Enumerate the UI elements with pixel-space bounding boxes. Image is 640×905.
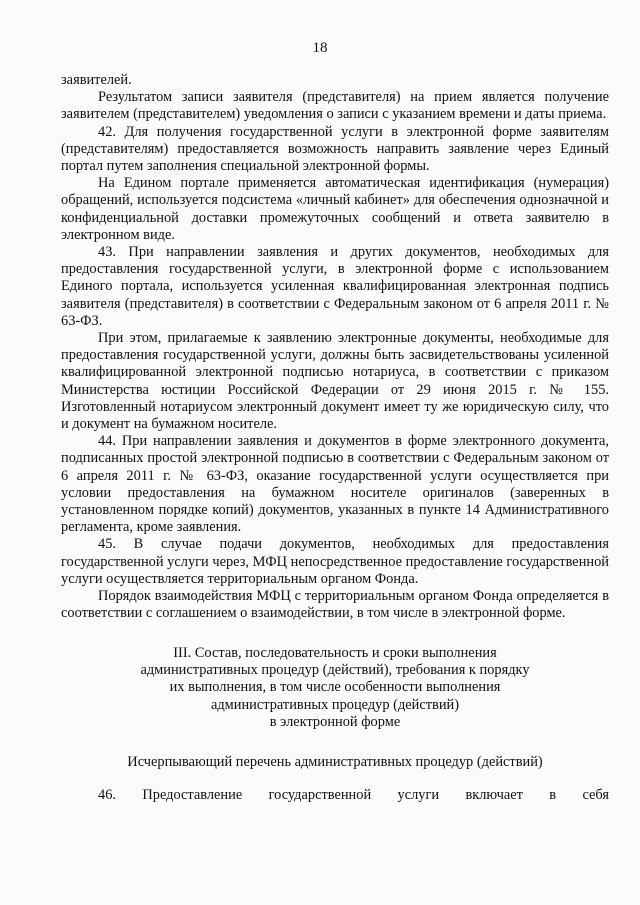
last-line-word: Предоставление xyxy=(142,786,243,803)
section-heading-line: административных процедур (действий), требования к порядку xyxy=(140,661,530,678)
paragraph-notary-signature: При этом, прилагаемые к заявлению электронные документы, необходимые для предоставления государственной услуги, должны быть засвидетельствованы усиленной квалифицированной электронной подписью нотариуса, в соответствии с приказом Министерства юстиции Российской Федерации от 29 июня 2015 г. № 155. Изготовленный нотариусом электронный документ имеет ту же юридическую силу, что и документ на бумажном носителе. xyxy=(61,330,609,433)
last-line-word: включает xyxy=(465,786,523,803)
paragraph-43: 43. При направлении заявления и других документов, необходимых для предоставления государственной услуги, в электронной форме с использованием Единого портала, используется усиленная квалифицированная электронная подпись заявителя (представителя) в соответствии с Федеральным законом от 6 апреля 2011 г. № 63-ФЗ. xyxy=(61,244,609,329)
paragraph-appointment-result: Результатом записи заявителя (представителя) на прием является получение заявителем (представителем) уведомления о записи с указанием времени и даты приема. xyxy=(61,89,609,123)
page-number: 18 xyxy=(312,40,328,56)
paragraph-continuation: заявителей. xyxy=(61,72,132,88)
paragraph-42: 42. Для получения государственной услуги в электронной форме заявителям (представителям) предоставляется возможность направить заявление через Единый портал путем заполнения специальной электронной формы. xyxy=(61,123,609,175)
subsection-heading: Исчерпывающий перечень административных процедур (действий) xyxy=(127,753,543,770)
last-line-word: услуги xyxy=(397,786,440,803)
last-line-word: государственной xyxy=(268,786,372,803)
last-line-word: 46. xyxy=(98,786,116,803)
document-body xyxy=(61,72,609,804)
paragraph-mfc-interaction: Порядок взаимодействия МФЦ с территориальным органом Фонда определяется в соответствии с соглашением о взаимодействии, в том числе в электронной форме. xyxy=(61,588,609,622)
section-heading-line: III. Состав, последовательность и сроки выполнения xyxy=(173,644,497,661)
section-heading-line: их выполнения, в том числе особенности выполнения xyxy=(169,679,501,696)
paragraph-44: 44. При направлении заявления и документов в форме электронного документа, подписанных простой электронной подписью в соответствии с Федеральным законом от 6 апреля 2011 г. № 63-ФЗ, оказание государственной услуги осуществляется при условии предоставления на бумажном носителе оригиналов (заверенных в установленном порядке копий) документов, указанных в пункте 14 Административного регламента, кроме заявления. xyxy=(61,433,609,536)
paragraph-45: 45. В случае подачи документов, необходимых для предоставления государственной услуги через, МФЦ непосредственное предоставление государственной услуги осуществляется территориальным органом Фонда. xyxy=(61,536,609,587)
last-line-word: себя xyxy=(582,786,609,803)
section-heading-line: в электронной форме xyxy=(269,714,401,731)
section-heading-line: административных процедур (действий) xyxy=(210,696,460,713)
paragraph-portal-identification: На Едином портале применяется автоматическая идентификация (нумерация) обращений, используется подсистема «личный кабинет» для обеспечения однозначной и конфиденциальной доставки промежуточных сообщений и ответа заявителю в электронном виде. xyxy=(61,175,609,243)
paragraph-46-start xyxy=(61,787,609,804)
section-heading xyxy=(61,645,609,732)
last-line-word: в xyxy=(549,786,557,803)
